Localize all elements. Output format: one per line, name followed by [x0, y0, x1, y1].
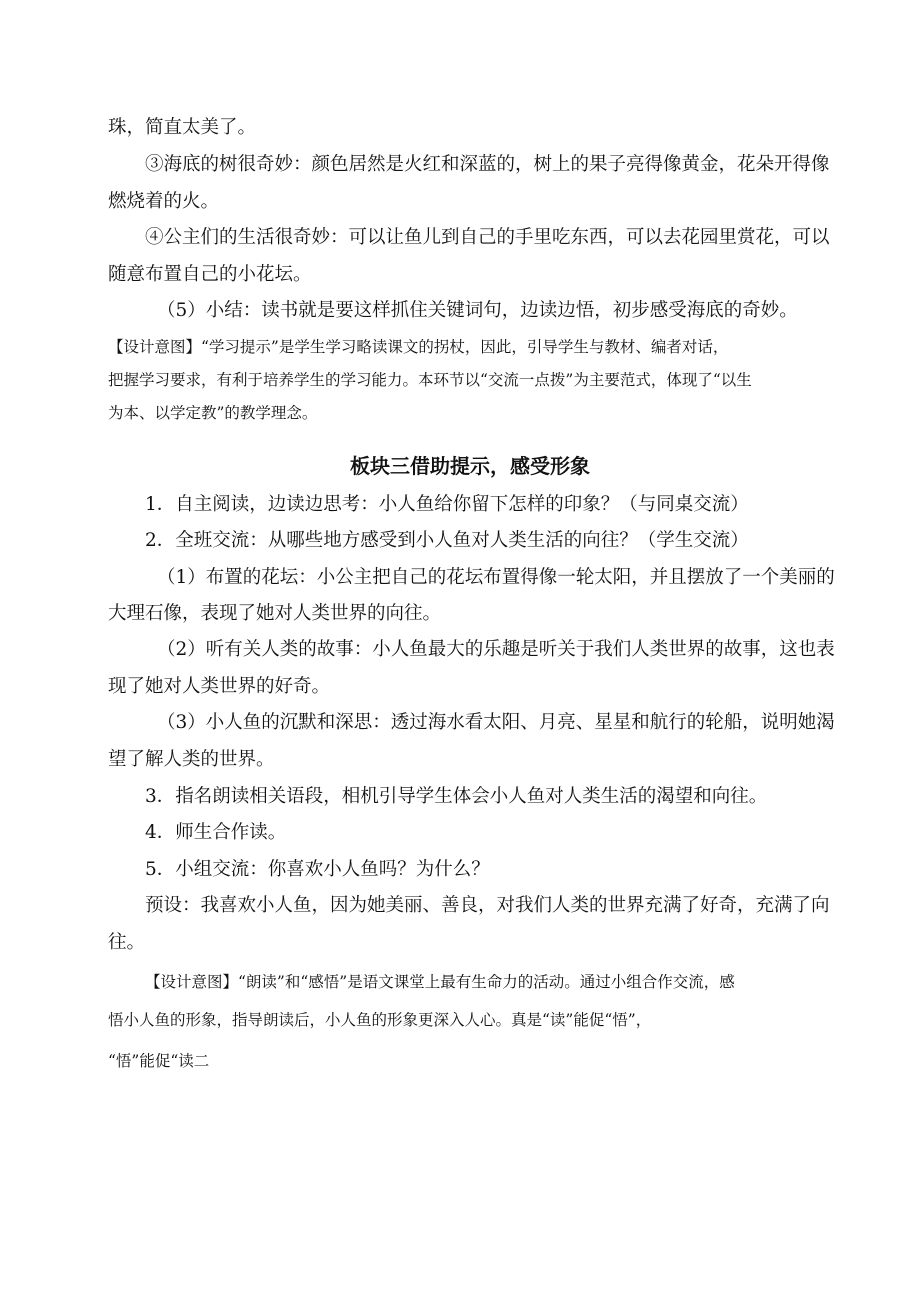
design-note-line: 【设计意图】“朗读”和“感悟”是语文课堂上最有生命力的活动。通过小组合作交流，感 — [145, 973, 735, 991]
step-item: 3．指名朗读相关语段，相机引导学生体会小人鱼对人类生活的渴望和向往。 — [145, 786, 768, 807]
step-item: 5．小组交流：你喜欢小人鱼吗？为什么？ — [145, 859, 490, 880]
step-item: 1．自主阅读，边读边思考：小人鱼给你留下怎样的印象？（与同桌交流） — [145, 494, 749, 515]
preset-line: 往。 — [108, 932, 146, 953]
step-item: 2．全班交流：从哪些地方感受到小人鱼对人类生活的向往？（学生交流） — [145, 530, 749, 551]
design-note-line: 悟小人鱼的形象，指导朗读后，小人鱼的形象更深入人心。真是“读”能促“悟”， — [108, 1011, 652, 1029]
sub-step-line: 望了解人类的世界。 — [108, 749, 275, 770]
paragraph-line: 燃烧着的火。 — [108, 191, 220, 212]
paragraph-line: 随意布置自己的小花坛。 — [108, 264, 312, 285]
sub-step-line: （1）布置的花坛：小公主把自己的花坛布置得像一轮太阳，并且摆放了一个美丽的 — [157, 567, 835, 588]
sub-step-line: 现了她对人类世界的好奇。 — [108, 676, 331, 697]
design-note-line: 把握学习要求，有利于培养学生的学习能力。本环节以“交流一点拨”为主要范式，体现了“以生 — [108, 371, 752, 389]
design-note-line: 为本、以学定教”的教学理念。 — [108, 404, 318, 422]
sub-step-line: （3）小人鱼的沉默和深思：透过海水看太阳、月亮、星星和航行的轮船，说明她渴 — [157, 712, 835, 733]
summary-line: （5）小结：读书就是要这样抓住关键词句，边读边悟，初步感受海底的奇妙。 — [157, 300, 798, 321]
design-note-line: “悟”能促“读二 — [108, 1052, 210, 1070]
step-item: 4．师生合作读。 — [145, 822, 287, 843]
paragraph-line: 珠，简直太美了。 — [108, 117, 257, 138]
sub-step-line: （2）听有关人类的故事：小人鱼最大的乐趣是听关于我们人类世界的故事，这也表 — [157, 639, 835, 660]
section-heading: 板块三借助提示，感受形象 — [350, 454, 590, 478]
paragraph-line: ④公主们的生活很奇妙：可以让鱼儿到自己的手里吃东西，可以去花园里赏花，可以 — [145, 227, 830, 248]
preset-line: 预设：我喜欢小人鱼，因为她美丽、善良，对我们人类的世界充满了好奇，充满了向 — [145, 895, 830, 916]
paragraph-line: ③海底的树很奇妙：颜色居然是火红和深蓝的，树上的果子亮得像黄金，花朵开得像 — [145, 154, 830, 175]
design-note-line: 【设计意图】“学习提示”是学生学习略读课文的拐杖，因此，引导学生与教材、编者对话， — [108, 338, 729, 356]
sub-step-line: 大理石像，表现了她对人类世界的向往。 — [108, 603, 442, 624]
